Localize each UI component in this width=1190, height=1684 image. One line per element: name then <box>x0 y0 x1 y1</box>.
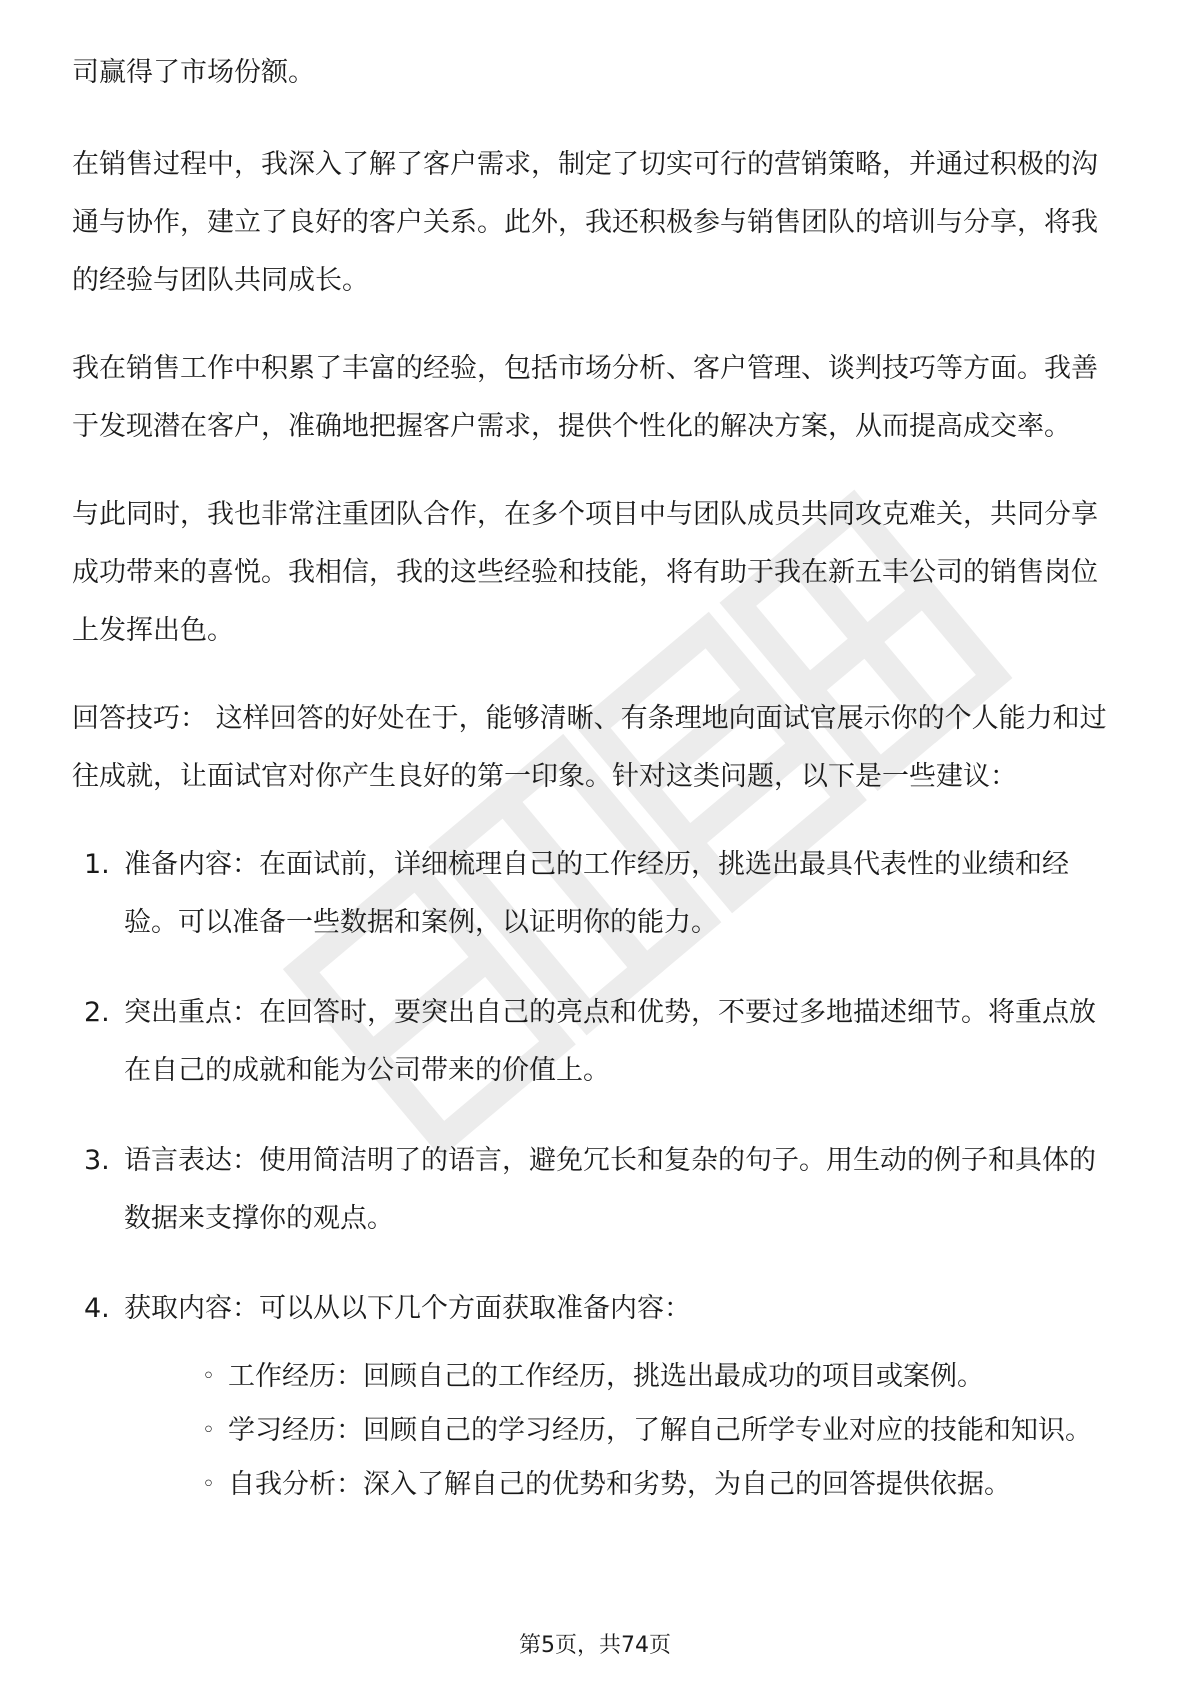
bullet-icon: ◦ <box>202 1472 215 1497</box>
sub-list-item <box>124 1458 1122 1512</box>
sub-list-item-text: 自我分析：深入了解自己的优势和劣势，为自己的回答提供依据。 <box>228 1469 1011 1500</box>
bullet-icon: ◦ <box>202 1364 215 1389</box>
list-item <box>72 1132 1122 1248</box>
answer-tips-intro: 回答技巧： 这样回答的好处在于，能够清晰、有条理地向面试官展示你的个人能力和过往成就，让面试官对你产生良好的第一印象。针对这类问题，以下是一些建议： <box>72 703 1107 792</box>
paragraph: 与此同时，我也非常注重团队合作，在多个项目中与团队成员共同攻克难关，共同分享成功带来的喜悦。我相信，我的这些经验和技能，将有助于我在新五丰公司的销售岗位上发挥出色。 <box>72 499 1098 646</box>
page-number-footer: 第5页，共74页 <box>519 1633 671 1658</box>
sub-list <box>124 1350 1122 1512</box>
list-item <box>72 836 1122 952</box>
list-item-text: 准备内容：在面试前，详细梳理自己的工作经历，挑选出最具代表性的业绩和经验。可以准备一些数据和案例，以证明你的能力。 <box>124 849 1069 938</box>
sub-list-item-text: 学习经历：回顾自己的学习经历，了解自己所学专业对应的技能和知识。 <box>228 1415 1092 1446</box>
paragraph: 我在销售工作中积累了丰富的经验，包括市场分析、客户管理、谈判技巧等方面。我善于发现潜在客户，准确地把握客户需求，提供个性化的解决方案，从而提高成交率。 <box>72 353 1098 442</box>
list-item-text: 获取内容：可以从以下几个方面获取准备内容： <box>124 1293 691 1324</box>
list-item <box>72 1280 1122 1512</box>
bullet-icon: ◦ <box>202 1418 215 1443</box>
list-item-text: 突出重点：在回答时，要突出自己的亮点和优势，不要过多地描述细节。将重点放在自己的成就和能为公司带来的价值上。 <box>124 997 1096 1086</box>
list-item <box>72 984 1122 1100</box>
list-number: 4. <box>84 1293 110 1324</box>
tips-list <box>72 836 1122 1512</box>
paragraph: 司赢得了市场份额。 <box>72 57 315 88</box>
list-number: 1. <box>84 849 110 880</box>
document-body <box>72 44 1122 1544</box>
list-item-text: 语言表达：使用简洁明了的语言，避免冗长和复杂的句子。用生动的例子和具体的数据来支撑你的观点。 <box>124 1145 1096 1234</box>
sub-list-item <box>124 1350 1122 1404</box>
paragraph: 在销售过程中，我深入了解了客户需求，制定了切实可行的营销策略，并通过积极的沟通与协作，建立了良好的客户关系。此外，我还积极参与销售团队的培训与分享，将我的经验与团队共同成长。 <box>72 149 1098 296</box>
list-number: 3. <box>84 1145 110 1176</box>
sub-list-item <box>124 1404 1122 1458</box>
list-number: 2. <box>84 997 110 1028</box>
sub-list-item-text: 工作经历：回顾自己的工作经历，挑选出最成功的项目或案例。 <box>228 1361 984 1392</box>
